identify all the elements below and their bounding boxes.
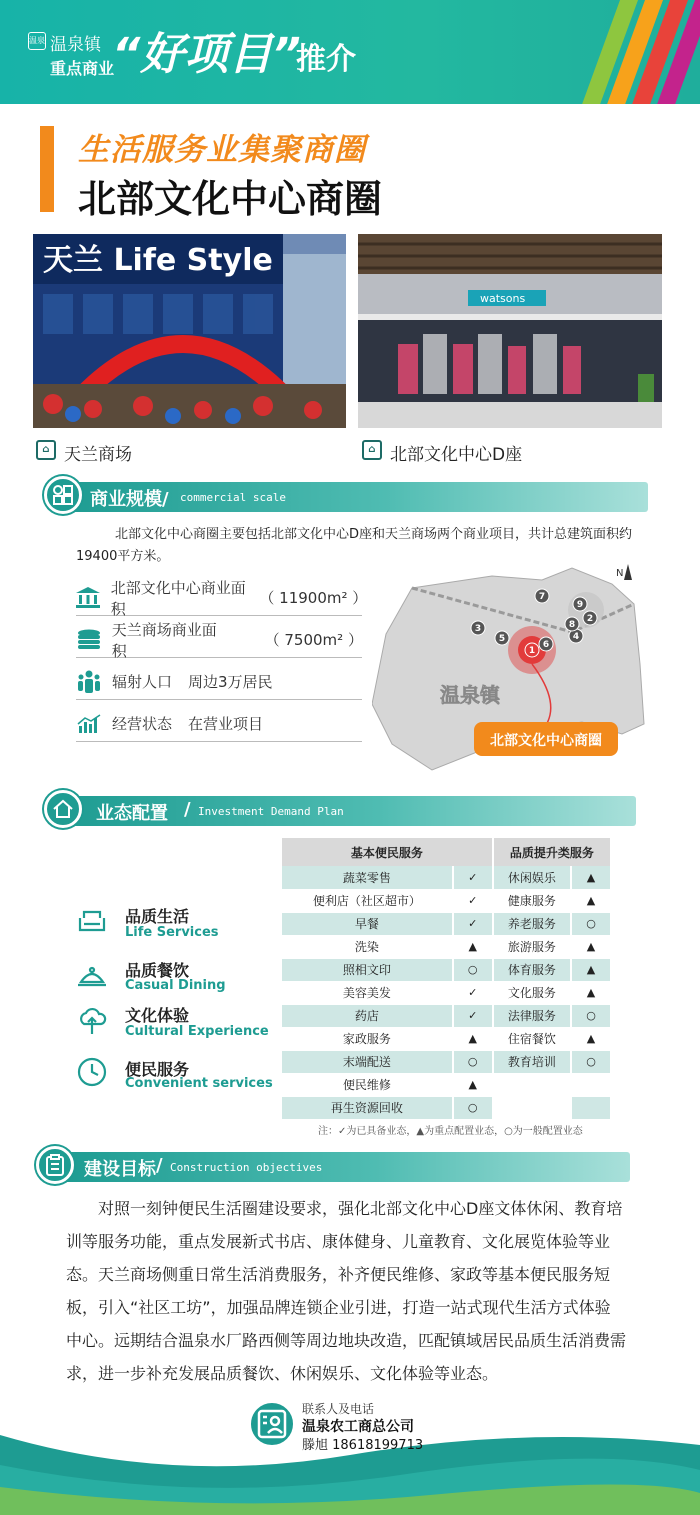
header-banner: [0, 0, 700, 104]
map-town-label: 温泉镇: [440, 683, 500, 707]
stat-value: （ 11900m² ）: [259, 589, 368, 607]
table-cell: 洗染: [282, 935, 453, 958]
table-mark-cell: ▲: [571, 958, 611, 981]
photo-tianlan-mall: [33, 234, 346, 428]
table-row: [282, 1004, 611, 1027]
table-cell: 照相文印: [282, 958, 453, 981]
table-mark-cell: ✓: [453, 981, 493, 1004]
table-cell: 法律服务: [493, 1004, 571, 1027]
table-mark-cell: ○: [453, 1096, 493, 1119]
table-mark-cell: ▲: [453, 1027, 493, 1050]
category-en: Life Services: [125, 925, 219, 940]
map-marker: 4: [572, 632, 580, 642]
cloud-icon: [76, 1004, 108, 1036]
table-mark-cell: ▲: [571, 935, 611, 958]
table-mark-cell: ▲: [571, 981, 611, 1004]
table-row: [282, 1096, 611, 1119]
district-tagline: 生活服务业集聚商圈: [78, 132, 366, 168]
category-convenience: [76, 1056, 108, 1092]
table-body: [282, 866, 611, 1119]
header-title-suffix: 推介: [296, 42, 356, 77]
map-marker: 7: [538, 592, 546, 602]
table-mark-cell: ✓: [453, 1004, 493, 1027]
header-title: “好项目”: [112, 29, 301, 80]
category-title: 品质生活: [125, 907, 190, 926]
contact-icon: [248, 1400, 296, 1448]
category-title: 文化体验: [125, 1006, 190, 1025]
table-cell: 旅游服务: [493, 935, 571, 958]
section-subtitle-scale: commercial scale: [180, 491, 286, 504]
stat-row: [76, 578, 368, 618]
table-cell: 再生资源回收: [282, 1096, 453, 1119]
section-title-demand: 业态配置: [96, 803, 168, 824]
building-icon: ⌂: [362, 440, 382, 460]
table-row: [282, 1050, 611, 1073]
table-mark-cell: ▲: [453, 1073, 493, 1096]
category-culture: [76, 1004, 108, 1040]
map-marker: 5: [498, 634, 506, 644]
photo-caption-right: 北部文化中心D座: [390, 445, 523, 465]
table-cell: 美容美发: [282, 981, 453, 1004]
table-row: [282, 866, 611, 889]
district-title: 北部文化中心商圈: [78, 177, 383, 221]
town-logo-icon: 温泉: [28, 32, 46, 50]
stat-label: 天兰商场商业面积: [111, 620, 217, 660]
category-dining: [76, 960, 108, 996]
home-icon: [44, 790, 82, 828]
table-mark-cell: ✓: [453, 866, 493, 889]
table-mark-cell: ▲: [571, 1027, 611, 1050]
photo-caption-left: 天兰商场: [64, 445, 132, 465]
mall-sign: 天兰 Life Style: [43, 243, 273, 278]
table-cell: 健康服务: [493, 889, 571, 912]
map-marker: 1: [528, 646, 536, 656]
watsons-sign: watsons: [480, 292, 526, 305]
stat-value: 在营业项目: [188, 715, 264, 733]
clock-icon: [76, 1056, 108, 1088]
map-marker: 6: [542, 640, 550, 650]
map-marker: 3: [474, 624, 482, 634]
heading-accent-bar: [40, 126, 54, 212]
table-cell: 蔬菜零售: [282, 866, 453, 889]
stat-value: （ 7500m² ）: [264, 631, 363, 649]
stat-row: [76, 664, 362, 700]
table-row: [282, 1073, 611, 1096]
bank-icon: [76, 586, 101, 610]
table-row: [282, 889, 611, 912]
table-mark-cell: ✓: [453, 912, 493, 935]
table-mark-cell: ○: [571, 1004, 611, 1027]
table-cell: 便利店（社区超市）: [282, 889, 453, 912]
people-icon: [76, 670, 102, 694]
town-name: 温泉镇: [50, 35, 101, 55]
section-title-slash: /: [184, 799, 191, 820]
category-life: [76, 904, 108, 940]
goals-paragraph: 对照一刻钟便民生活圈建设要求，强化北部文化中心D座文体休闲、教育培训等服务功能，重点发展新式书店、康体健身、儿童教育、文化展览体验等业态。天兰商场侧重日常生活消费服务，补齐便民维修、家政等基本便民服务短板，引入“社区工坊”，加强品牌连锁企业引进，打造一站式现代生活方式体验中心。远期结合温泉水厂路西侧等周边地块改造，匹配镇域居民品质生活消费需求，进一步补充发展品质餐饮、休闲娱乐、文化体验等业态。: [66, 1199, 627, 1383]
demand-table: [282, 838, 612, 1120]
table-row: [282, 935, 611, 958]
chart-icon: [76, 712, 102, 736]
table-cell: 养老服务: [493, 912, 571, 935]
table-cell: 休闲娱乐: [493, 866, 571, 889]
table-cell: 末端配送: [282, 1050, 453, 1073]
category-en: Cultural Experience: [125, 1024, 269, 1039]
section-title-goals: 建设目标: [84, 1159, 156, 1180]
table-cell: 住宿餐饮: [493, 1027, 571, 1050]
district-map: [372, 554, 668, 782]
coins-icon: [76, 628, 102, 652]
map-marker: 9: [576, 600, 584, 610]
table-mark-cell: [571, 1096, 611, 1119]
table-mark-cell: ▲: [571, 866, 611, 889]
table-header-basic: 基本便民服务: [282, 838, 493, 866]
table-cell: 早餐: [282, 912, 453, 935]
stat-label: 经营状态: [112, 715, 173, 733]
table-mark-cell: [571, 1073, 611, 1096]
clipboard-icon: [36, 1146, 74, 1184]
table-mark-cell: ○: [571, 1050, 611, 1073]
stats-list: [76, 578, 368, 742]
stat-row: [76, 706, 362, 742]
map-marker: 2: [586, 614, 594, 624]
sofa-icon: [76, 904, 108, 936]
category-title: 便民服务: [125, 1060, 190, 1079]
table-mark-cell: ○: [453, 1050, 493, 1073]
table-cell: 教育培训: [493, 1050, 571, 1073]
category-en: Convenient services: [125, 1076, 273, 1091]
grid-icon: [44, 476, 82, 514]
stat-row: [76, 622, 362, 658]
dish-icon: [76, 960, 108, 992]
map-callout: 北部文化中心商圈: [490, 733, 602, 749]
table-mark-cell: ▲: [571, 889, 611, 912]
scale-intro: 北部文化中心商圈主要包括北部文化中心D座和天兰商场两个商业项目，共计总建筑面积约19400平方米。: [76, 527, 633, 564]
section-subtitle-goals: Construction objectives: [170, 1161, 323, 1174]
table-mark-cell: ✓: [453, 889, 493, 912]
photo-north-center-d: [358, 234, 662, 428]
section-title-slash: /: [156, 1155, 163, 1176]
category-title: 品质餐饮: [125, 961, 190, 980]
table-mark-cell: ○: [571, 912, 611, 935]
table-cell: 文化服务: [493, 981, 571, 1004]
table-cell: [493, 1096, 571, 1119]
table-cell: 家政服务: [282, 1027, 453, 1050]
table-row: [282, 912, 611, 935]
map-marker: 8: [568, 620, 576, 630]
table-cell: 药店: [282, 1004, 453, 1027]
table-mark-cell: ▲: [453, 935, 493, 958]
stat-label: 北部文化中心商业面积: [110, 578, 246, 618]
contact-person: 滕旭 18618199713: [302, 1438, 424, 1453]
table-cell: 体育服务: [493, 958, 571, 981]
table-header-quality: 品质提升类服务: [493, 838, 611, 866]
stat-label: 辐射人口: [112, 673, 173, 691]
section-title-scale: 商业规模/: [90, 489, 169, 510]
table-header-row: [282, 838, 611, 866]
table-mark-cell: ○: [453, 958, 493, 981]
stat-value: 周边3万居民: [188, 673, 273, 691]
table-row: [282, 958, 611, 981]
category-en: Casual Dining: [125, 978, 226, 993]
contact-label: 联系人及电话: [302, 1402, 375, 1416]
section-subtitle-demand: Investment Demand Plan: [198, 805, 344, 818]
table-note: 注：✓为已具备业态，▲为重点配置业态，○为一般配置业态: [318, 1126, 583, 1137]
building-icon: ⌂: [36, 440, 56, 460]
compass-icon: N: [616, 568, 624, 579]
header-subtitle: 重点商业: [50, 59, 115, 78]
table-cell: [493, 1073, 571, 1096]
table-row: [282, 1027, 611, 1050]
contact-company: 温泉农工商总公司: [302, 1419, 414, 1435]
table-cell: 便民维修: [282, 1073, 453, 1096]
table-row: [282, 981, 611, 1004]
